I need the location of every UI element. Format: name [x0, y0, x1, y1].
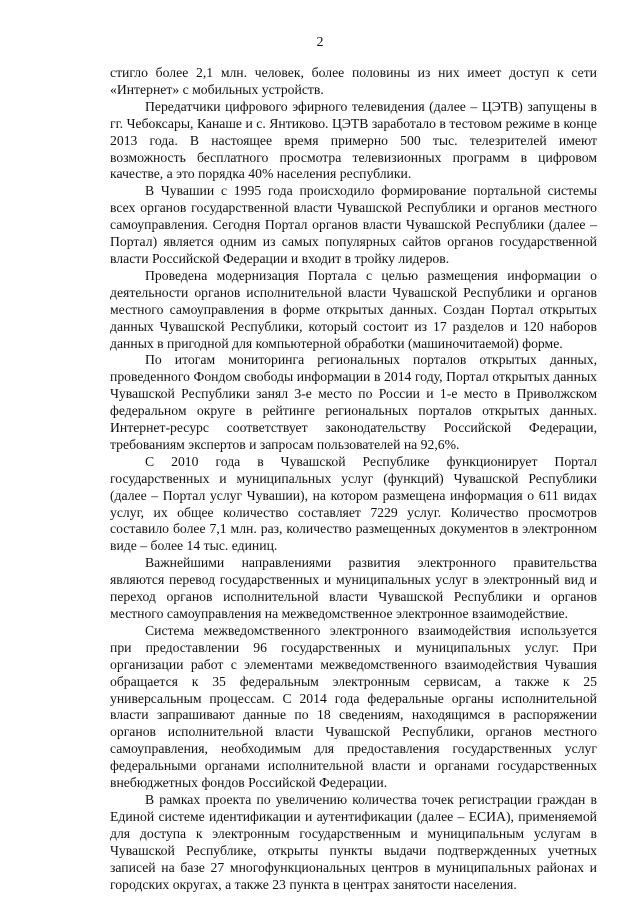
paragraph-services-portal: С 2010 года в Чувашской Республике функционирует Портал государственных и муниципальных услуг (функций) Чувашской Республики (далее – Портал услуг Чувашии), на котором размещена информация о 611 видах услуг, их общее количество составляет 7229 услуг. Количество просмотров составило более 7,1 млн. раз, количество размещенных документов в электронном виде – более 14 тыс. единиц. — [110, 453, 597, 554]
paragraph-portal-system: В Чувашии с 1995 года происходило формирование портальной системы всех органов государственной власти Чувашской Республики и органов местного самоуправления. Сегодня Портал органов власти Чувашской Республики (далее – Портал) является одним из самых популярных сайтов органов государственной власти Российской Федерации и входит в тройку лидеров. — [110, 183, 597, 266]
paragraph-e-government: Важнейшими направлениями развития электронного правительства являются перевод государственных и муниципальных услуг в электронный вид и переход органов исполнительной власти Чувашской Республики и органов местного самоуправления на межведомственное электронное взаимодействие. — [110, 555, 597, 621]
paragraph-monitoring: По итогам мониторинга региональных порталов открытых данных, проведенного Фондом свободы информации в 2014 году, Портал открытых данных Чувашской Республики занял 3-е место по России и 1-е место в Приволжском федеральном округе в рейтинге региональных порталов открытых данных. Интернет-ресурс соответствует законодательству Российской Федерации, требованиям экспертов и запросам пользователей на 92,6%. — [110, 352, 597, 452]
page-number: 2 — [316, 35, 324, 50]
paragraph-digital-tv: Передатчики цифрового эфирного телевидения (далее – ЦЭТВ) запущены в гг. Чебоксары, Канаше и с. Янтиково. ЦЭТВ заработало в тестовом режиме в конце 2013 года. В настоящее время примерно 500 тыс. телезрителей имеют возможность бесплатного просмотра телевизионных программ в цифровом качестве, а это порядка 40% населения республики. — [110, 98, 597, 182]
document-body — [110, 65, 597, 893]
paragraph-interagency: Система межведомственного электронного взаимодействия используется при предоставлении 96 государственных и муниципальных услуг. При организации работ с элементами межведомственного взаимодействия Чувашия обращается к 35 федеральным электронным сервисам, а также к 25 универсальным процессам. С 2014 года федеральные органы исполнительной власти запрашивают данные по 18 сведениям, находящимся в распоряжении органов исполнительной власти Чувашской Республики, органов местного самоуправления, необходимым для предоставления государственных услуг федеральными органами исполнительной власти и органами государственных внебюджетных фондов Российской Федерации. — [110, 622, 597, 791]
paragraph-esia: В рамках проекта по увеличению количества точек регистрации граждан в Единой системе идентификации и аутентификации (далее – ЕСИА), применяемой для доступа к электронным государственным и муниципальным услугам в Чувашской Республике, открыты пункты выдачи подтвержденных учетных записей на базе 27 многофункциональных центров в муниципальных районах и городских округах, а также 23 пункта в центрах занятости населения. — [110, 791, 597, 892]
paragraph-continuation: стигло более 2,1 млн. человек, более половины из них имеет доступ к сети «Интернет» с мобильных устройств. — [110, 65, 597, 97]
paragraph-open-data: Проведена модернизация Портала с целью размещения информации о деятельности органов исполнительной власти Чувашской Республики и органов местного самоуправления в форме открытых данных. Создан Портал открытых данных Чувашской Республики, который состоит из 17 разделов и 120 наборов данных в пригодной для компьютерной обработки (машиночитаемой) форме. — [110, 267, 597, 351]
